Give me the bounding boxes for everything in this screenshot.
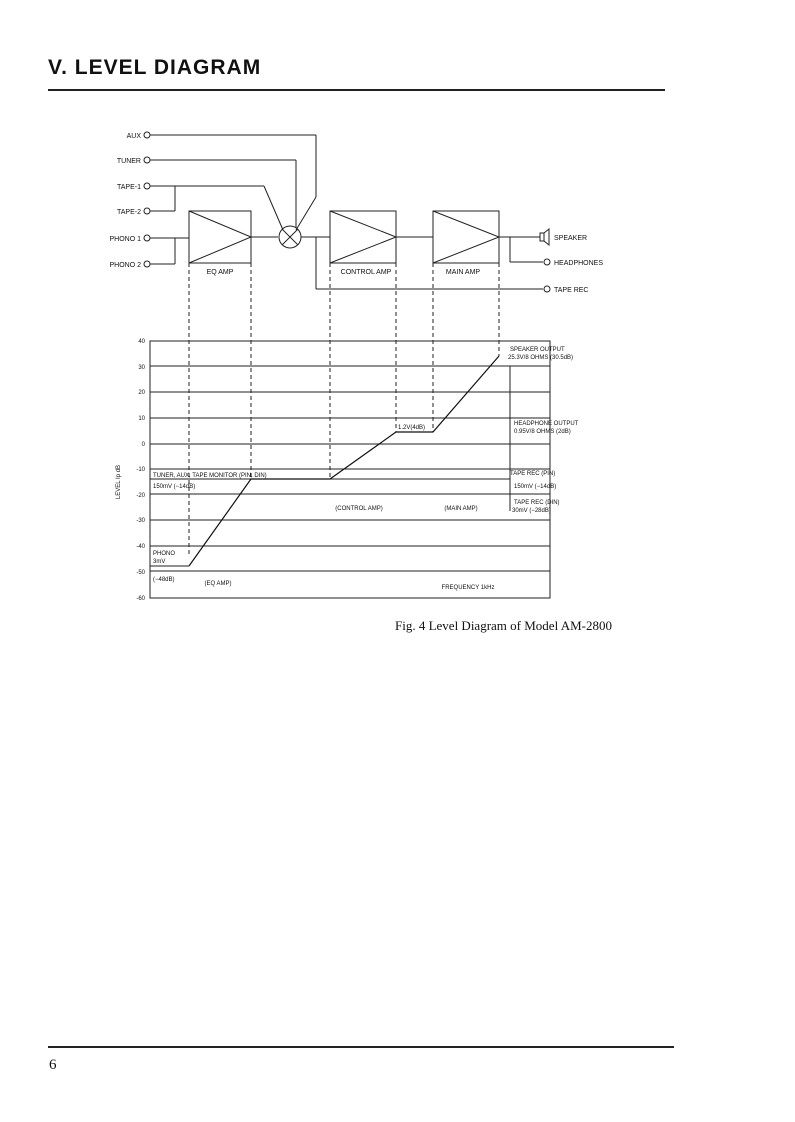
- tape1-terminal: [144, 183, 150, 189]
- phono1-terminal: [144, 235, 150, 241]
- tape-rec-pin-label: TAPE REC (PIN): [510, 471, 556, 477]
- bottom-rule: [48, 1046, 674, 1048]
- tape1-wire-diag: [264, 186, 283, 230]
- y-tick: -10: [136, 467, 145, 473]
- phono-label: PHONO: [153, 551, 176, 557]
- eq-amp-symbol: [189, 211, 251, 263]
- y-tick: 10: [138, 416, 145, 422]
- tape-rec-din-label: TAPE REC (DIN): [514, 500, 560, 506]
- tape-rec-din-level: 30mV (−28dB): [512, 508, 551, 514]
- speaker-output-level: 25.3V/8 OHMS (30.5dB): [508, 355, 574, 361]
- speaker-icon: [540, 233, 544, 241]
- output-label-speaker: SPEAKER: [554, 235, 588, 242]
- input-label-tape2: TAPE-2: [117, 209, 141, 216]
- frequency-label: FREQUENCY 1kHz: [441, 585, 495, 591]
- y-tick: -50: [136, 570, 145, 576]
- tuner-aux-level: 150mV (−14dB): [153, 484, 196, 490]
- phono2-terminal: [144, 261, 150, 267]
- level-gridlines: [150, 366, 550, 571]
- tuner-aux-label: TUNER, AUX, TAPE MONITOR (PIN, DIN): [153, 473, 267, 479]
- aux-terminal: [144, 132, 150, 138]
- output-label-headphones: HEADPHONES: [554, 260, 604, 267]
- input-label-tuner: TUNER: [116, 158, 141, 165]
- headphones-terminal: [544, 259, 550, 265]
- input-label-phono2: PHONO 2: [109, 262, 141, 269]
- input-label-aux: AUX: [126, 133, 141, 140]
- input-label-phono1: PHONO 1: [109, 236, 141, 243]
- main-amp-symbol: [433, 211, 499, 263]
- phono-db: (−48dB): [153, 577, 175, 583]
- tape-rec-terminal: [544, 286, 550, 292]
- stage-eq-amp: (EQ AMP): [204, 581, 232, 587]
- speaker-cone-icon: [544, 229, 549, 245]
- phono-level: 3mV: [153, 559, 166, 565]
- control-amp-symbol: [330, 211, 396, 263]
- mid-level-label: 1.2V(4dB): [398, 425, 426, 431]
- output-label-tape-rec: TAPE REC: [554, 287, 589, 294]
- tape-rec-pin-level: 150mV (−14dB): [514, 484, 557, 490]
- stage-main-amp: (MAIN AMP): [444, 506, 478, 512]
- y-axis-label: LEVEL Ip dB: [116, 464, 122, 500]
- speaker-output-label: SPEAKER OUTPUT: [510, 347, 565, 353]
- y-tick: -40: [136, 544, 145, 550]
- y-tick: -30: [136, 518, 145, 524]
- y-axis-ticks: [136, 339, 145, 602]
- block-label-control-amp: CONTROL AMP: [340, 269, 392, 276]
- level-trace: [189, 356, 499, 566]
- tuner-terminal: [144, 157, 150, 163]
- input-label-tape1: TAPE-1: [117, 184, 141, 191]
- y-tick: 40: [138, 339, 145, 345]
- y-tick: 20: [138, 390, 145, 396]
- block-label-main-amp: MAIN AMP: [445, 269, 481, 276]
- figure-caption: Fig. 4 Level Diagram of Model AM-2800: [395, 618, 612, 633]
- tape2-terminal: [144, 208, 150, 214]
- y-tick: 0: [141, 442, 145, 448]
- eq-amp-block: [189, 211, 251, 263]
- main-amp-block: [433, 211, 499, 263]
- y-tick: 30: [138, 365, 145, 371]
- y-tick: -60: [136, 596, 145, 602]
- page-number: 6: [49, 1057, 57, 1073]
- page-heading: V. LEVEL DIAGRAM: [48, 56, 262, 79]
- y-tick: -20: [136, 493, 145, 499]
- control-amp-block: [330, 211, 396, 263]
- block-label-eq-amp: EQ AMP: [206, 269, 234, 276]
- headphone-output-level: 0.95V/8 OHMS (2dB): [514, 429, 571, 435]
- aux-wire-diag: [296, 197, 316, 230]
- headphone-output-label: HEADPHONE OUTPUT: [514, 421, 579, 427]
- stage-control-amp: (CONTROL AMP): [335, 506, 383, 512]
